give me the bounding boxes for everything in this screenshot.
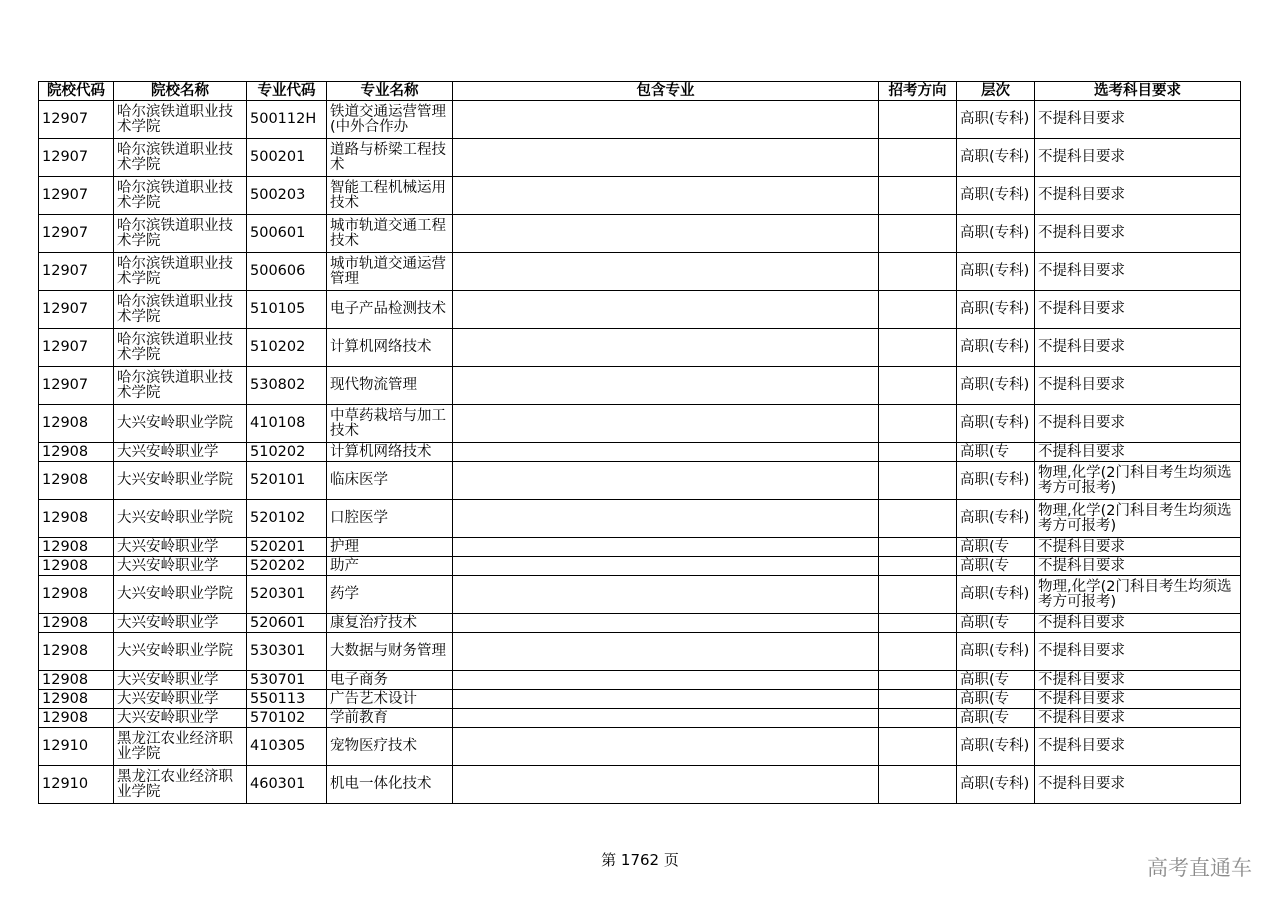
level-cell: 高职(专 <box>957 557 1035 576</box>
major-code-cell: 520101 <box>247 462 327 500</box>
major-code-cell: 530701 <box>247 671 327 690</box>
school-name-cell: 哈尔滨铁道职业技术学院 <box>114 215 247 253</box>
school-name-cell: 大兴安岭职业学院 <box>114 405 247 443</box>
major-name-cell: 计算机网络技术 <box>327 329 453 367</box>
direction-cell <box>879 215 957 253</box>
direction-cell <box>879 709 957 728</box>
major-code-cell: 570102 <box>247 709 327 728</box>
table-row <box>39 614 1241 633</box>
direction-cell <box>879 443 957 462</box>
direction-cell <box>879 139 957 177</box>
major-code-cell: 520202 <box>247 557 327 576</box>
school-code-cell: 12907 <box>39 177 114 215</box>
level-cell: 高职(专科) <box>957 728 1035 766</box>
major-name-cell: 道路与桥梁工程技术 <box>327 139 453 177</box>
level-cell: 高职(专科) <box>957 405 1035 443</box>
school-name-cell: 大兴安岭职业学院 <box>114 462 247 500</box>
major-code-cell: 520201 <box>247 538 327 557</box>
school-code-cell: 12908 <box>39 576 114 614</box>
major-name-cell: 助产 <box>327 557 453 576</box>
major-code-cell: 500203 <box>247 177 327 215</box>
level-cell: 高职(专 <box>957 614 1035 633</box>
direction-cell <box>879 329 957 367</box>
requirement-cell: 不提科目要求 <box>1035 538 1241 557</box>
school-code-cell: 12908 <box>39 405 114 443</box>
school-code-cell: 12907 <box>39 253 114 291</box>
direction-cell <box>879 576 957 614</box>
major-name-cell: 智能工程机械运用技术 <box>327 177 453 215</box>
header-row <box>39 82 1241 101</box>
table-row <box>39 253 1241 291</box>
direction-cell <box>879 614 957 633</box>
school-code-cell: 12907 <box>39 215 114 253</box>
table-row <box>39 101 1241 139</box>
table-row <box>39 576 1241 614</box>
direction-cell <box>879 538 957 557</box>
major-code-cell: 520102 <box>247 500 327 538</box>
major-table <box>38 81 1241 804</box>
included-majors-cell <box>453 367 879 405</box>
school-name-cell: 黑龙江农业经济职业学院 <box>114 728 247 766</box>
table-body <box>39 101 1241 804</box>
school-code-cell: 12907 <box>39 139 114 177</box>
level-cell: 高职(专 <box>957 538 1035 557</box>
requirement-cell: 不提科目要求 <box>1035 215 1241 253</box>
direction-cell <box>879 671 957 690</box>
direction-cell <box>879 291 957 329</box>
level-cell: 高职(专 <box>957 671 1035 690</box>
school-code-cell: 12908 <box>39 690 114 709</box>
table-row <box>39 690 1241 709</box>
col-header-requirement: 选考科目要求 <box>1035 82 1241 101</box>
requirement-cell: 不提科目要求 <box>1035 443 1241 462</box>
major-code-cell: 530301 <box>247 633 327 671</box>
requirement-cell: 物理,化学(2门科目考生均须选考方可报考) <box>1035 500 1241 538</box>
direction-cell <box>879 728 957 766</box>
major-code-cell: 500606 <box>247 253 327 291</box>
requirement-cell: 不提科目要求 <box>1035 367 1241 405</box>
requirement-cell: 不提科目要求 <box>1035 101 1241 139</box>
school-code-cell: 12907 <box>39 291 114 329</box>
school-name-cell: 大兴安岭职业学 <box>114 690 247 709</box>
school-code-cell: 12908 <box>39 671 114 690</box>
direction-cell <box>879 253 957 291</box>
direction-cell <box>879 690 957 709</box>
school-name-cell: 哈尔滨铁道职业技术学院 <box>114 291 247 329</box>
major-name-cell: 药学 <box>327 576 453 614</box>
major-code-cell: 510105 <box>247 291 327 329</box>
school-name-cell: 大兴安岭职业学 <box>114 538 247 557</box>
school-name-cell: 哈尔滨铁道职业技术学院 <box>114 329 247 367</box>
requirement-cell: 不提科目要求 <box>1035 728 1241 766</box>
included-majors-cell <box>453 329 879 367</box>
included-majors-cell <box>453 538 879 557</box>
requirement-cell: 不提科目要求 <box>1035 633 1241 671</box>
major-name-cell: 大数据与财务管理 <box>327 633 453 671</box>
school-code-cell: 12908 <box>39 462 114 500</box>
major-name-cell: 铁道交通运营管理(中外合作办 <box>327 101 453 139</box>
school-name-cell: 大兴安岭职业学院 <box>114 500 247 538</box>
table-row <box>39 215 1241 253</box>
requirement-cell: 物理,化学(2门科目考生均须选考方可报考) <box>1035 576 1241 614</box>
level-cell: 高职(专科) <box>957 500 1035 538</box>
major-name-cell: 城市轨道交通工程技术 <box>327 215 453 253</box>
table-row <box>39 500 1241 538</box>
level-cell: 高职(专 <box>957 709 1035 728</box>
major-code-cell: 510202 <box>247 443 327 462</box>
table-row <box>39 633 1241 671</box>
table-row <box>39 728 1241 766</box>
level-cell: 高职(专科) <box>957 215 1035 253</box>
school-name-cell: 黑龙江农业经济职业学院 <box>114 766 247 804</box>
major-code-cell: 410108 <box>247 405 327 443</box>
included-majors-cell <box>453 291 879 329</box>
school-code-cell: 12907 <box>39 329 114 367</box>
school-name-cell: 哈尔滨铁道职业技术学院 <box>114 367 247 405</box>
school-code-cell: 12908 <box>39 633 114 671</box>
included-majors-cell <box>453 443 879 462</box>
level-cell: 高职(专科) <box>957 462 1035 500</box>
level-cell: 高职(专科) <box>957 766 1035 804</box>
school-name-cell: 哈尔滨铁道职业技术学院 <box>114 253 247 291</box>
major-code-cell: 510202 <box>247 329 327 367</box>
requirement-cell: 不提科目要求 <box>1035 329 1241 367</box>
requirement-cell: 不提科目要求 <box>1035 253 1241 291</box>
level-cell: 高职(专科) <box>957 291 1035 329</box>
table-row <box>39 709 1241 728</box>
table-row <box>39 139 1241 177</box>
level-cell: 高职(专科) <box>957 253 1035 291</box>
school-code-cell: 12908 <box>39 557 114 576</box>
level-cell: 高职(专科) <box>957 177 1035 215</box>
major-name-cell: 口腔医学 <box>327 500 453 538</box>
table-row <box>39 405 1241 443</box>
table-row <box>39 443 1241 462</box>
included-majors-cell <box>453 215 879 253</box>
school-name-cell: 大兴安岭职业学 <box>114 443 247 462</box>
requirement-cell: 不提科目要求 <box>1035 766 1241 804</box>
included-majors-cell <box>453 671 879 690</box>
major-name-cell: 学前教育 <box>327 709 453 728</box>
school-name-cell: 大兴安岭职业学院 <box>114 576 247 614</box>
school-code-cell: 12908 <box>39 500 114 538</box>
school-name-cell: 大兴安岭职业学 <box>114 671 247 690</box>
col-header-level: 层次 <box>957 82 1035 101</box>
level-cell: 高职(专科) <box>957 633 1035 671</box>
school-name-cell: 大兴安岭职业学 <box>114 614 247 633</box>
included-majors-cell <box>453 614 879 633</box>
school-name-cell: 大兴安岭职业学 <box>114 709 247 728</box>
level-cell: 高职(专科) <box>957 329 1035 367</box>
major-name-cell: 护理 <box>327 538 453 557</box>
col-header-major-code: 专业代码 <box>247 82 327 101</box>
requirement-cell: 物理,化学(2门科目考生均须选考方可报考) <box>1035 462 1241 500</box>
requirement-cell: 不提科目要求 <box>1035 709 1241 728</box>
major-code-cell: 500201 <box>247 139 327 177</box>
included-majors-cell <box>453 709 879 728</box>
major-code-cell: 500112H <box>247 101 327 139</box>
included-majors-cell <box>453 253 879 291</box>
included-majors-cell <box>453 177 879 215</box>
page-number: 第 1762 页 <box>601 851 679 869</box>
major-name-cell: 机电一体化技术 <box>327 766 453 804</box>
requirement-cell: 不提科目要求 <box>1035 557 1241 576</box>
col-header-included: 包含专业 <box>453 82 879 101</box>
table-row <box>39 538 1241 557</box>
table-row <box>39 671 1241 690</box>
table-row <box>39 177 1241 215</box>
requirement-cell: 不提科目要求 <box>1035 177 1241 215</box>
table-row <box>39 291 1241 329</box>
direction-cell <box>879 500 957 538</box>
included-majors-cell <box>453 766 879 804</box>
major-code-cell: 500601 <box>247 215 327 253</box>
school-code-cell: 12908 <box>39 709 114 728</box>
direction-cell <box>879 557 957 576</box>
major-name-cell: 宠物医疗技术 <box>327 728 453 766</box>
major-name-cell: 中草药栽培与加工技术 <box>327 405 453 443</box>
included-majors-cell <box>453 576 879 614</box>
major-code-cell: 530802 <box>247 367 327 405</box>
level-cell: 高职(专 <box>957 443 1035 462</box>
major-name-cell: 广告艺术设计 <box>327 690 453 709</box>
direction-cell <box>879 101 957 139</box>
school-name-cell: 哈尔滨铁道职业技术学院 <box>114 139 247 177</box>
level-cell: 高职(专科) <box>957 576 1035 614</box>
major-code-cell: 460301 <box>247 766 327 804</box>
requirement-cell: 不提科目要求 <box>1035 405 1241 443</box>
school-code-cell: 12908 <box>39 538 114 557</box>
requirement-cell: 不提科目要求 <box>1035 690 1241 709</box>
included-majors-cell <box>453 690 879 709</box>
school-code-cell: 12908 <box>39 443 114 462</box>
table-row <box>39 462 1241 500</box>
school-code-cell: 12907 <box>39 367 114 405</box>
direction-cell <box>879 766 957 804</box>
school-code-cell: 12910 <box>39 766 114 804</box>
table-row <box>39 367 1241 405</box>
school-name-cell: 哈尔滨铁道职业技术学院 <box>114 177 247 215</box>
direction-cell <box>879 462 957 500</box>
included-majors-cell <box>453 139 879 177</box>
school-name-cell: 大兴安岭职业学院 <box>114 633 247 671</box>
major-name-cell: 康复治疗技术 <box>327 614 453 633</box>
included-majors-cell <box>453 633 879 671</box>
watermark: 高考直通车 <box>1147 856 1252 880</box>
col-header-school-code: 院校代码 <box>39 82 114 101</box>
table-row <box>39 766 1241 804</box>
major-code-cell: 520601 <box>247 614 327 633</box>
direction-cell <box>879 633 957 671</box>
col-header-school-name: 院校名称 <box>114 82 247 101</box>
included-majors-cell <box>453 101 879 139</box>
school-code-cell: 12907 <box>39 101 114 139</box>
major-code-cell: 550113 <box>247 690 327 709</box>
major-name-cell: 临床医学 <box>327 462 453 500</box>
major-name-cell: 现代物流管理 <box>327 367 453 405</box>
requirement-cell: 不提科目要求 <box>1035 614 1241 633</box>
level-cell: 高职(专科) <box>957 101 1035 139</box>
included-majors-cell <box>453 500 879 538</box>
major-code-cell: 520301 <box>247 576 327 614</box>
major-name-cell: 电子产品检测技术 <box>327 291 453 329</box>
included-majors-cell <box>453 405 879 443</box>
school-name-cell: 大兴安岭职业学 <box>114 557 247 576</box>
major-name-cell: 城市轨道交通运营管理 <box>327 253 453 291</box>
school-code-cell: 12908 <box>39 614 114 633</box>
direction-cell <box>879 367 957 405</box>
requirement-cell: 不提科目要求 <box>1035 671 1241 690</box>
direction-cell <box>879 405 957 443</box>
included-majors-cell <box>453 557 879 576</box>
included-majors-cell <box>453 728 879 766</box>
major-name-cell: 电子商务 <box>327 671 453 690</box>
major-code-cell: 410305 <box>247 728 327 766</box>
level-cell: 高职(专科) <box>957 367 1035 405</box>
table-row <box>39 557 1241 576</box>
col-header-major-name: 专业名称 <box>327 82 453 101</box>
level-cell: 高职(专 <box>957 690 1035 709</box>
major-name-cell: 计算机网络技术 <box>327 443 453 462</box>
requirement-cell: 不提科目要求 <box>1035 291 1241 329</box>
level-cell: 高职(专科) <box>957 139 1035 177</box>
included-majors-cell <box>453 462 879 500</box>
school-name-cell: 哈尔滨铁道职业技术学院 <box>114 101 247 139</box>
direction-cell <box>879 177 957 215</box>
col-header-direction: 招考方向 <box>879 82 957 101</box>
school-code-cell: 12910 <box>39 728 114 766</box>
requirement-cell: 不提科目要求 <box>1035 139 1241 177</box>
table-row <box>39 329 1241 367</box>
